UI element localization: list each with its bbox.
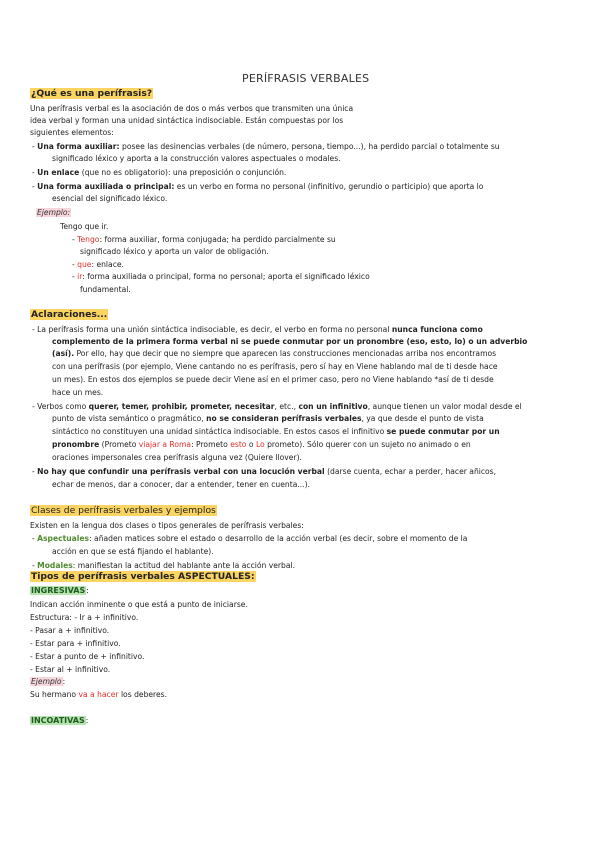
aclaracion-3-line-1: - No hay que confundir una perífrasis verbal con una locución verbal (darse cuenta, echar a perder, hacer añicos, xyxy=(32,467,497,476)
bold-text: nunca funciona como xyxy=(391,325,483,334)
ejemplo-badge: Ejemplo: xyxy=(37,208,71,217)
aclaracion-2-line-1: - Verbos como querer, temer, prohibir, prometer, necesitar, etc., con un infinitivo, aunque tienen un valor modal desde el xyxy=(32,402,522,411)
tag-incoativas: INCOATIVAS xyxy=(31,716,85,725)
estructura-item: - Estar al + infinitivo. xyxy=(30,665,111,674)
heading-text: Clases de perífrasis verbales y ejemplos xyxy=(31,505,216,516)
bold-text: querer, temer, prohibir, prometer, necesitar xyxy=(88,402,275,411)
aclaracion-2-line-3 xyxy=(52,426,500,437)
text-enlace: (que no es obligatorio): una preposición o conjunción. xyxy=(79,168,287,177)
text: : manifiestan la actitud del hablante ante la acción verbal. xyxy=(72,561,296,570)
section-what-heading xyxy=(30,88,153,99)
text: , ya que desde el punto de vista xyxy=(361,414,484,423)
term-modales: Modales xyxy=(37,561,73,570)
bold-text: (así). xyxy=(52,349,75,358)
element-auxiliada-cont: esencial del significado léxico. xyxy=(52,194,168,203)
example-ir: - ir: forma auxiliada o principal, forma no personal; aporta el significado léxico xyxy=(72,272,370,281)
term-enlace: Un enlace xyxy=(37,168,80,177)
example-ir-cont: fundamental. xyxy=(80,285,131,294)
bold-text: con un infinitivo xyxy=(298,402,368,411)
red-text: esto xyxy=(230,440,247,449)
ejemplo-label-2: Ejemplo: xyxy=(31,677,66,686)
clase-aspectuales-cont: acción en que se está fijando el hablante). xyxy=(52,547,214,556)
clase-aspectuales: - Aspectuales: añaden matices sobre el estado o desarrollo de la acción verbal (es decir, sobre el momento de la xyxy=(32,534,468,543)
text: (Prometo xyxy=(99,440,139,449)
aclaracion-1-line-1: - La perífrasis forma una unión sintáctica indisociable, es decir, el verbo en forma no personal nunca funciona como xyxy=(32,325,483,334)
text: Verbos como xyxy=(37,402,89,411)
term-auxiliada: Una forma auxiliada o principal: xyxy=(37,182,175,191)
element-enlace: - Un enlace (que no es obligatorio): una preposición o conjunción. xyxy=(32,168,287,177)
aclaracion-1-line-4: con una perífrasis (por ejemplo, Viene cantando no es perífrasis, pero sí hay en Viene hablando mal de ti desde hace xyxy=(52,362,498,371)
aclaracion-2-line-2 xyxy=(52,413,484,424)
aclaracion-2-line-4 xyxy=(52,439,471,450)
aclaracion-1-line-6: hace un mes. xyxy=(52,388,104,397)
word-que: que xyxy=(77,260,92,269)
intro-line-2: idea verbal y forman una unidad sintáctica indisociable. Están compuestas por los xyxy=(30,116,344,125)
word-tengo: Tengo xyxy=(77,235,100,244)
tag-ingresivas: INGRESIVAS xyxy=(31,586,86,595)
heading-text: Tipos de perífrasis verbales ASPECTUALES: xyxy=(31,571,255,582)
ingresivas-label: INGRESIVAS: xyxy=(31,586,89,595)
text-que: : enlace. xyxy=(91,260,124,269)
incoativas-label: INCOATIVAS: xyxy=(31,716,89,725)
text: sintáctico no constituyen una unidad sintáctica indisociable. En estos casos el infinitivo xyxy=(52,427,387,436)
heading-text: Aclaraciones... xyxy=(31,309,108,320)
aclaracion-2-line-5: oraciones impersonales crea perífrasis alguna vez (Quiere llover). xyxy=(52,453,302,462)
estructura-item: - Estar para + infinitivo. xyxy=(30,639,121,648)
estructura-item: - Pasar a + infinitivo. xyxy=(30,626,110,635)
bold-text: No hay que confundir una perífrasis verbal con una locución verbal xyxy=(37,467,325,476)
text: punto de vista semántico o pragmático, xyxy=(52,414,207,423)
red-text: viajar a Roma xyxy=(138,440,192,449)
ejemplo-label-1 xyxy=(36,207,71,218)
ejemplo-badge: Ejemplo xyxy=(31,677,62,686)
text-ir: : forma auxiliada o principal, forma no personal; aporta el significado léxico xyxy=(82,272,370,281)
text: prometo). Sólo querer con un sujeto no animado o en xyxy=(264,440,471,449)
section-tipos-heading xyxy=(30,571,256,582)
intro-line-1: Una perífrasis verbal es la asociación de dos o más verbos que transmiten una única xyxy=(30,104,354,113)
bold-text: se puede conmutar por un xyxy=(386,427,500,436)
estructura-item: - Estar a punto de + infinitivo. xyxy=(30,652,145,661)
example-tengo-cont: significado léxico y aporta un valor de obligación. xyxy=(80,247,269,256)
heading-text: ¿Qué es una perífrasis? xyxy=(31,88,153,99)
text: La perífrasis forma una unión sintáctica indisociable, es decir, el verbo en forma no personal xyxy=(37,325,392,334)
example-que: - que: enlace. xyxy=(72,260,124,269)
text: : Prometo xyxy=(191,440,231,449)
element-auxiliar: - Una forma auxiliar: posee las desinencias verbales (de número, persona, tiempo...), ha perdido parcial o totalmente su xyxy=(32,142,500,151)
intro-line-3: siguientes elementos: xyxy=(30,128,114,137)
aclaracion-1-line-5: un mes). En estos dos ejemplos se puede decir Viene así en el primer caso, pero no Viene hablando *así de ti desde xyxy=(52,375,494,384)
bold-text: pronombre xyxy=(52,440,100,449)
clases-intro: Existen en la lengua dos clases o tipos generales de perífrasis verbales: xyxy=(30,521,304,530)
element-auxiliada: - Una forma auxiliada o principal: es un verbo en forma no personal (infinitivo, gerundio o participio) que aporta lo xyxy=(32,182,484,191)
text: , etc., xyxy=(274,402,299,411)
clase-modales: - Modales: manifiestan la actitud del hablante ante la acción verbal. xyxy=(32,561,296,570)
text: o xyxy=(246,440,256,449)
text: Por ello, hay que decir que no siempre que aparecen las construcciones mencionadas arriba nos encontramos xyxy=(74,349,497,358)
section-clases-heading xyxy=(30,505,217,516)
bold-text: no se consideran perífrasis verbales xyxy=(206,414,362,423)
text-auxiliar: posee las desinencias verbales (de número, persona, tiempo...), ha perdido parcial o totalmente su xyxy=(119,142,500,151)
aclaracion-1-line-3 xyxy=(52,348,496,359)
text-auxiliada: es un verbo en forma no personal (infinitivo, gerundio o participio) que aporta lo xyxy=(174,182,484,191)
section-aclaraciones-heading xyxy=(30,309,108,320)
ingresivas-example xyxy=(30,689,167,700)
term-auxiliar: Una forma auxiliar: xyxy=(37,142,120,151)
ingresivas-desc: Indican acción inminente o que está a punto de iniciarse. xyxy=(30,600,248,609)
text: (darse cuenta, echar a perder, hacer añicos, xyxy=(324,467,497,476)
example-tengo: - Tengo: forma auxiliar, forma conjugada; ha perdido parcialmente su xyxy=(72,235,336,244)
aclaracion-3-line-2: echar de menos, dar a conocer, dar a entender, tener en cuenta...). xyxy=(52,480,310,489)
text: : añaden matices sobre el estado o desarrollo de la acción verbal (es decir, sobre el momento de la xyxy=(89,534,468,543)
example-sentence: Tengo que ir. xyxy=(60,222,109,231)
estructura-line: Estructura: - Ir a + infinitivo. xyxy=(30,613,139,622)
text-tengo: : forma auxiliar, forma conjugada; ha perdido parcialmente su xyxy=(99,235,336,244)
red-text: Lo xyxy=(255,440,265,449)
red-text: va a hacer xyxy=(78,690,119,699)
text: Su hermano xyxy=(30,690,79,699)
aclaracion-1-line-2: complemento de la primera forma verbal ni se puede conmutar por un pronombre (eso, esto, lo) o un adverbio xyxy=(52,337,528,346)
word-ir: ir xyxy=(77,272,83,281)
page-title: PERÍFRASIS VERBALES xyxy=(242,72,370,85)
text: los deberes. xyxy=(118,690,168,699)
element-auxiliar-cont: significado léxico y aporta a la construcción valores aspectuales o modales. xyxy=(52,154,341,163)
term-aspectuales: Aspectuales xyxy=(37,534,90,543)
text: , aunque tienen un valor modal desde el xyxy=(367,402,522,411)
